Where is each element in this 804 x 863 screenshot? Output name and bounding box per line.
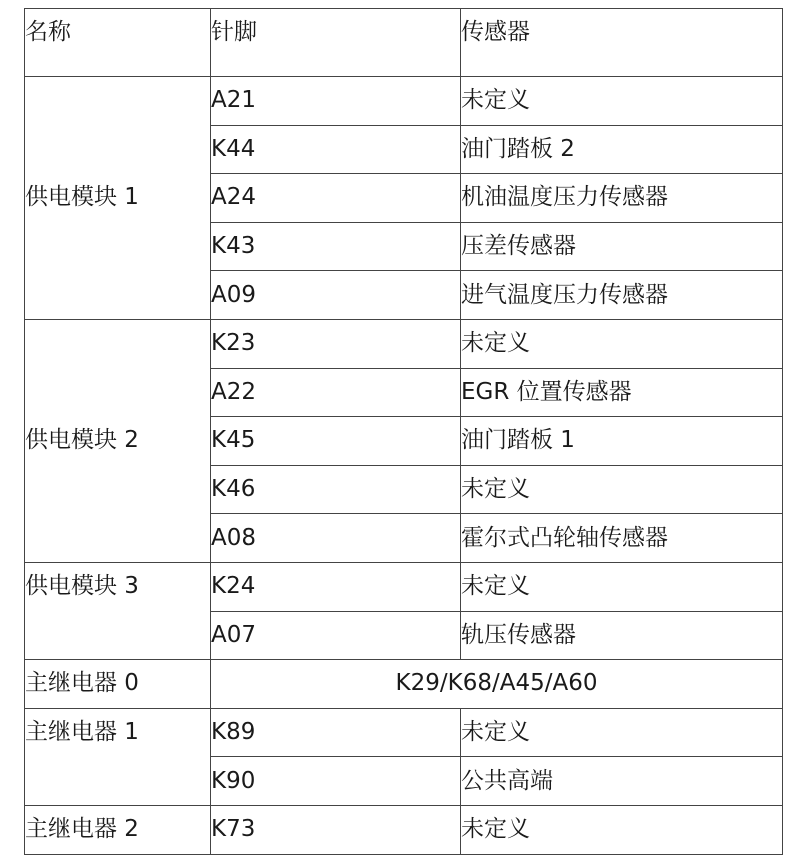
merged-pins-cell: K29/K68/A45/A60 <box>211 660 783 709</box>
pin-cell: A22 <box>211 368 461 417</box>
sensor-cell: 未定义 <box>461 77 783 126</box>
pin-cell: A09 <box>211 271 461 320</box>
pin-cell: K90 <box>211 757 461 806</box>
sensor-cell: 未定义 <box>461 562 783 611</box>
group-name: 供电模块 3 <box>25 562 211 659</box>
pin-cell: A21 <box>211 77 461 126</box>
pin-cell: A07 <box>211 611 461 660</box>
sensor-cell: 油门踏板 2 <box>461 125 783 174</box>
sensor-cell: 进气温度压力传感器 <box>461 271 783 320</box>
table-row <box>25 77 783 126</box>
pin-cell: A24 <box>211 174 461 223</box>
table-row <box>25 805 783 854</box>
sensor-cell: 机油温度压力传感器 <box>461 174 783 223</box>
pin-cell: K43 <box>211 222 461 271</box>
pin-cell: K73 <box>211 805 461 854</box>
pin-cell: K45 <box>211 417 461 466</box>
sensor-cell: 未定义 <box>461 708 783 757</box>
group-name: 主继电器 2 <box>25 805 211 854</box>
table-row <box>25 319 783 368</box>
pin-cell: K44 <box>211 125 461 174</box>
header-pin: 针脚 <box>211 9 461 77</box>
pin-cell: K24 <box>211 562 461 611</box>
header-name: 名称 <box>25 9 211 77</box>
sensor-cell: 轨压传感器 <box>461 611 783 660</box>
group-name: 供电模块 1 <box>25 77 211 320</box>
header-sensor: 传感器 <box>461 9 783 77</box>
pin-cell: K89 <box>211 708 461 757</box>
sensor-cell: EGR 位置传感器 <box>461 368 783 417</box>
sensor-cell: 未定义 <box>461 465 783 514</box>
table-row <box>25 708 783 757</box>
sensor-cell: 压差传感器 <box>461 222 783 271</box>
pin-cell: K23 <box>211 319 461 368</box>
group-name: 主继电器 0 <box>25 660 211 709</box>
group-name: 主继电器 1 <box>25 708 211 805</box>
header-row <box>25 9 783 77</box>
pin-cell: A08 <box>211 514 461 563</box>
sensor-cell: 油门踏板 1 <box>461 417 783 466</box>
pin-sensor-table <box>24 8 783 855</box>
sensor-cell: 未定义 <box>461 319 783 368</box>
pin-cell: K46 <box>211 465 461 514</box>
table-row <box>25 660 783 709</box>
sensor-cell: 公共高端 <box>461 757 783 806</box>
sensor-cell: 霍尔式凸轮轴传感器 <box>461 514 783 563</box>
table-row <box>25 562 783 611</box>
group-name: 供电模块 2 <box>25 319 211 562</box>
sensor-cell: 未定义 <box>461 805 783 854</box>
